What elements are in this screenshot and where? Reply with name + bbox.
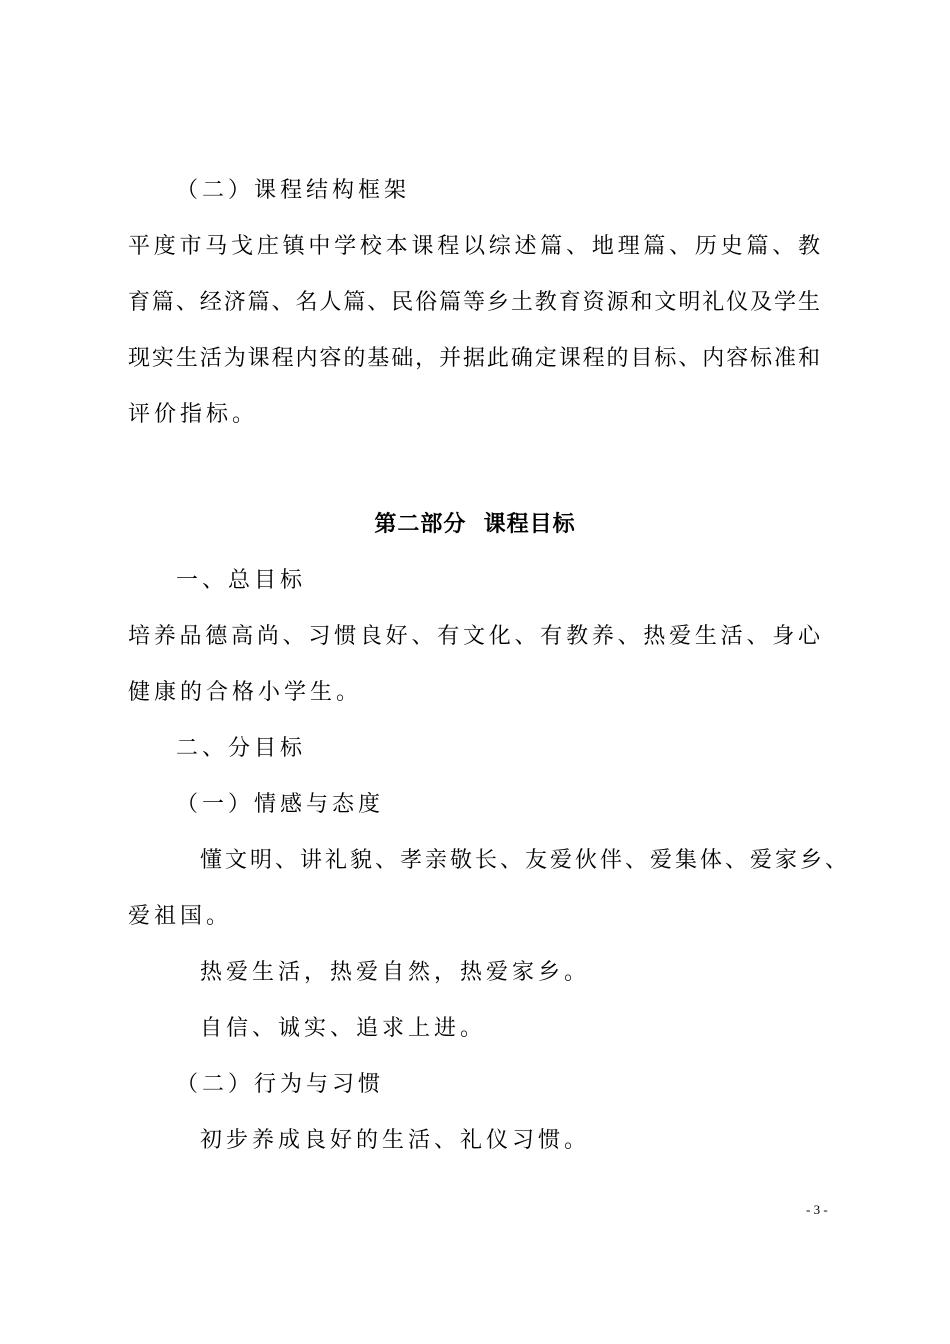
emotion-attitude-heading: （一）情感与态度: [176, 792, 385, 817]
page-number: - 3 -: [806, 1202, 828, 1217]
paragraph-line: 平度市马戈庄镇中学校本课程以综述篇、地理篇、历史篇、教: [128, 234, 820, 259]
paragraph-line: 培养品德高尚、习惯良好、有文化、有教养、热爱生活、身心: [128, 624, 820, 649]
paragraph-line: 现实生活为课程内容的基础，并据此确定课程的目标、内容标准和: [128, 346, 820, 371]
paragraph-line: 初步养成良好的生活、礼仪习惯。: [200, 1128, 591, 1153]
overall-goal-heading: 一、总目标: [176, 568, 307, 593]
section-heading-course-structure: （二）课程结构框架: [176, 178, 411, 203]
part-title: 第二部分 课程目标: [374, 512, 576, 537]
paragraph-line: 评价指标。: [128, 402, 259, 427]
sub-goal-heading: 二、分目标: [176, 736, 307, 761]
paragraph-line: 懂文明、讲礼貌、孝亲敬长、友爱伙伴、爱集体、爱家乡、: [200, 848, 851, 873]
paragraph-line: 热爱生活，热爱自然，热爱家乡。: [200, 960, 591, 985]
behavior-habit-heading: （二）行为与习惯: [176, 1072, 385, 1097]
paragraph-line: 爱祖国。: [128, 904, 233, 929]
paragraph-line: 自信、诚实、追求上进。: [200, 1016, 487, 1041]
paragraph-line: 育篇、经济篇、名人篇、民俗篇等乡土教育资源和文明礼仪及学生: [128, 290, 820, 315]
paragraph-line: 健康的合格小学生。: [128, 680, 363, 705]
